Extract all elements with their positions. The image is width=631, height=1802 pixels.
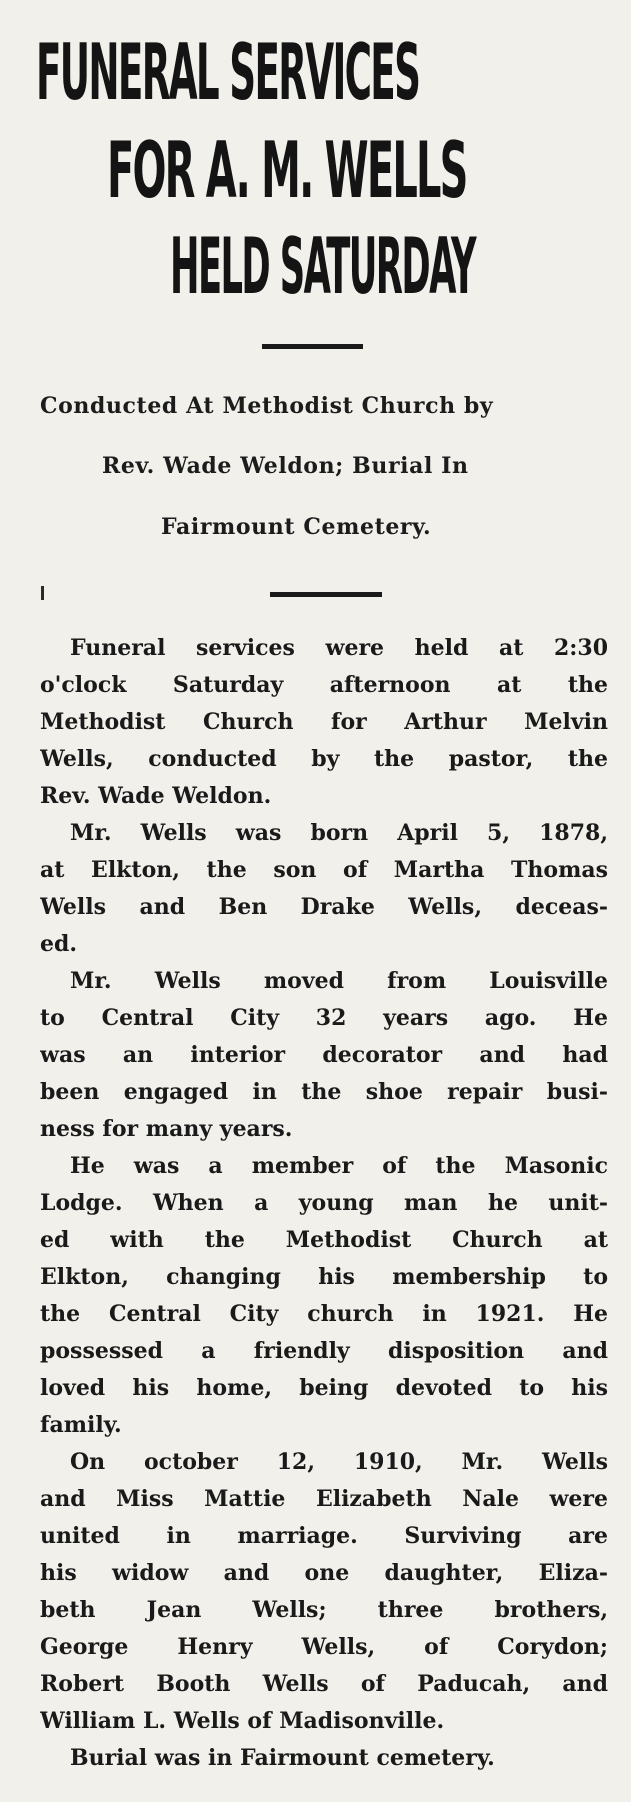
deck-divider [270, 592, 382, 597]
article-body [40, 630, 608, 1777]
body-line: Methodist Church for Arthur Melvin [40, 709, 608, 735]
body-line: Rev. Wade Weldon. [40, 783, 272, 809]
body-line: Elkton, changing his membership to [40, 1264, 608, 1290]
body-line: loved his home, being devoted to his [40, 1375, 608, 1401]
body-line: William L. Wells of Madisonville. [40, 1708, 445, 1734]
body-line: family. [40, 1412, 122, 1438]
body-line: Funeral services were held at 2:30 [70, 635, 608, 661]
headline-line-1: FUNERAL SERVICES [36, 27, 420, 119]
body-line: ed with the Methodist Church at [40, 1227, 608, 1253]
body-line: possessed a friendly disposition and [40, 1338, 608, 1364]
body-line: Wells, conducted by the pastor, the [40, 746, 608, 772]
body-line: beth Jean Wells; three brothers, [40, 1597, 608, 1623]
body-line: George Henry Wells, of Corydon; [40, 1634, 608, 1660]
body-line: o'clock Saturday afternoon at the [40, 672, 608, 698]
body-line: He was a member of the Masonic [70, 1153, 608, 1179]
body-line: Lodge. When a young man he unit- [40, 1190, 608, 1216]
body-line: at Elkton, the son of Martha Thomas [40, 857, 608, 883]
body-line: been engaged in the shoe repair busi- [40, 1079, 608, 1105]
print-speck [41, 586, 44, 600]
deck-line-2: Rev. Wade Weldon; Burial In [102, 453, 469, 479]
body-line: Mr. Wells moved from Louisville [70, 968, 608, 994]
body-line: ed. [40, 931, 78, 957]
body-line: to Central City 32 years ago. He [40, 1005, 608, 1031]
headline-line-3: HELD SATURDAY [170, 221, 476, 312]
headline-divider [262, 344, 363, 349]
headline-line-2: FOR A. M. WELLS [107, 125, 467, 216]
body-line: the Central City church in 1921. He [40, 1301, 608, 1327]
body-line: united in marriage. Surviving are [40, 1523, 608, 1549]
body-line: was an interior decorator and had [40, 1042, 608, 1068]
body-line: Burial was in Fairmount cemetery. [70, 1745, 495, 1771]
body-line: Robert Booth Wells of Paducah, and [40, 1671, 608, 1697]
body-line: ness for many years. [40, 1116, 293, 1142]
deck-line-1: Conducted At Methodist Church by [40, 393, 494, 419]
body-line: his widow and one daughter, Eliza- [40, 1560, 608, 1586]
body-line: Wells and Ben Drake Wells, deceas- [40, 894, 608, 920]
body-line: On october 12, 1910, Mr. Wells [70, 1449, 608, 1475]
deck-line-3: Fairmount Cemetery. [161, 514, 432, 540]
body-line: and Miss Mattie Elizabeth Nale were [40, 1486, 608, 1512]
body-line: Mr. Wells was born April 5, 1878, [70, 820, 608, 846]
